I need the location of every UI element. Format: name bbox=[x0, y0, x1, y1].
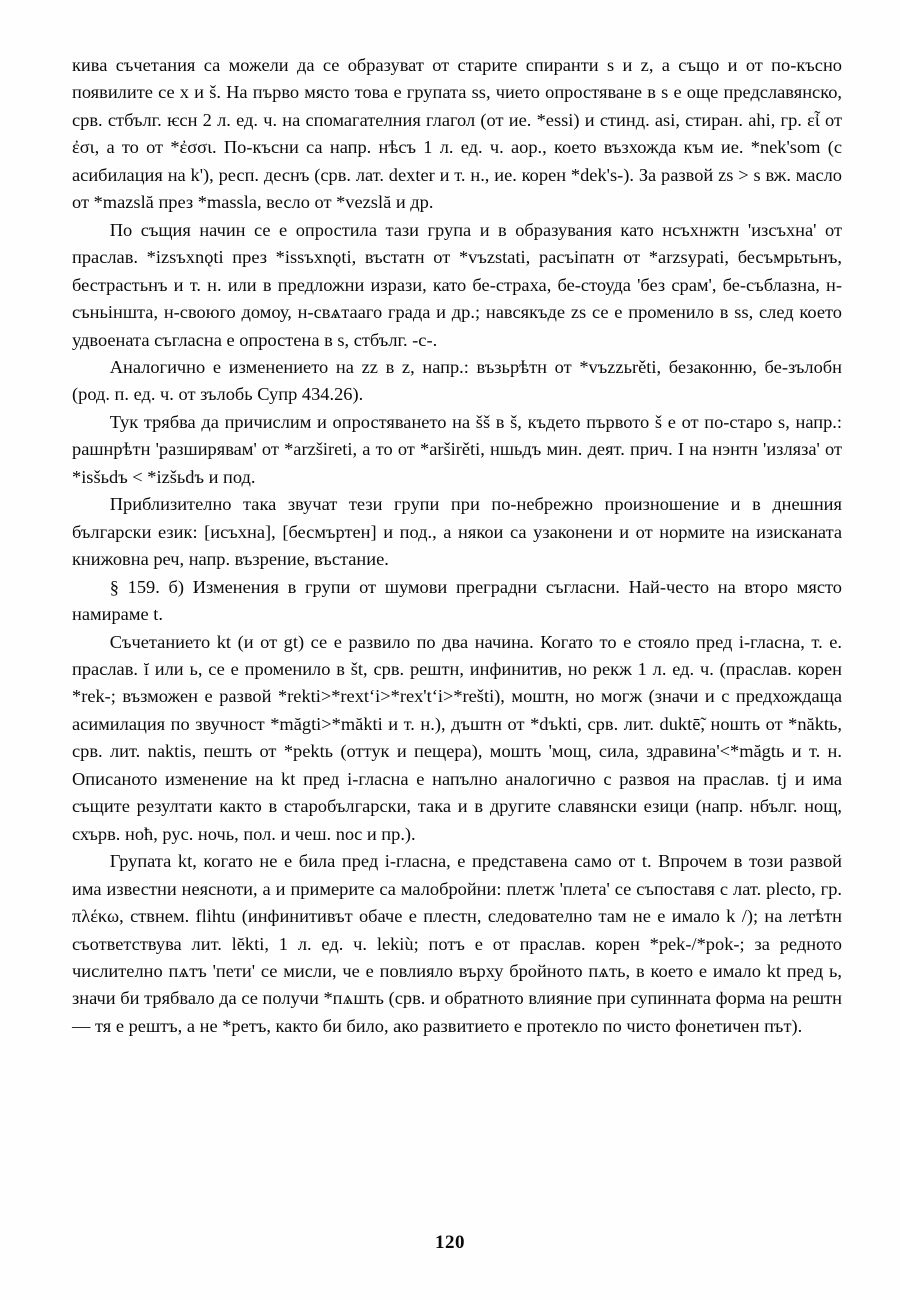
paragraph-5 bbox=[72, 491, 842, 573]
paragraph-4 bbox=[72, 409, 842, 491]
paragraph-text: § 159. б) Изменения в групи от шумови преградни съгласни. Най-често на второ място намираме t. bbox=[72, 576, 842, 625]
page-body bbox=[72, 52, 842, 1040]
paragraph-2 bbox=[72, 217, 842, 354]
page-number: 120 bbox=[435, 1232, 465, 1253]
paragraph-text: Тук трябва да причислим и опростяването на šš в š, където първото š е от по-старо s, напр.: рашнрѣтн 'разширявам' от *arzširetі, а то от *aršіrětі, ншьдъ мин. деят. прич. I на нэнтн 'изляза' от *isšьdъ < *izšьdъ и под. bbox=[72, 411, 842, 487]
paragraph-8 bbox=[72, 848, 842, 1040]
paragraph-text: Аналогично е изменението на zz в z, напр.: възьрѣтн от *vъzzьrěti, безаконню, бе-зълобн (род. п. ед. ч. от зълобь Супр 434.26). bbox=[72, 356, 842, 405]
paragraph-7 bbox=[72, 629, 842, 849]
paragraph-text: кива съчетания са можели да се образуват от старите спиранти s и z, а също и от по-късно появилите се x и š. На първо място това е групата ss, чието опростяване в s е още предславянско, срв. стбълг. ѥсн 2 л. ед. ч. на спомагателния глагол (от ие. *essi) и стинд. asi, стиран. ahi, гр. εἶ от ἐσι, а то от *ἐσσι. По-късни са напр. нѣсъ 1 л. ед. ч. аор., което възхожда към ие. *nek'som (с асибилация на k'), респ. деснъ (срв. лат. dexter и т. н., ие. корен *dek's-). За развой zs > s вж. масло от *mazslă през *massla, весло от *vezslă и др. bbox=[72, 55, 842, 213]
paragraph-6-section-159 bbox=[72, 574, 842, 629]
paragraph-1 bbox=[72, 52, 842, 217]
paragraph-text: Групата kt, когато не е била пред i-гласна, е представена само от t. Впрочем в този развой има известни неясноти, а и примерите са малобройни: плетж 'плета' се съпоставя с лат. plecto, гр. πλέκω, ствнем. flihtu (инфинитивът обаче е плестн, следователно там не е имало k /); на летѣтн съответствува лит. lĕkti, 1 л. ед. ч. lekiù; потъ е от праслав. корен *pek-/*pok-; за редното числително пѧтъ 'пети' се мисли, че е повлияло върху бройното пѧть, в което е имало kt пред ь, значи би трябвало да се получи *пѧшть (срв. и обратното влияние при супинната форма на рештн — тя е рештъ, а не *ретъ, както би било, ако развитието е протекло по чисто фонетичен път). bbox=[72, 851, 842, 1036]
paragraph-text: Приблизително така звучат тези групи при по-небрежно произношение и в днешния български език: [исъхна], [бесмъртен] и под., а някои са узаконени и от нормите на изисканата книжовна реч, напр. възрение, въстание. bbox=[72, 494, 842, 570]
paragraph-text: По същия начин се е опростила тази група и в образувания като нсъхнжтн 'изсъхна' от праслав. *izsъxnǫti през *issъxnǫti, въстатн от *vъzstati, расъіпатн от *arzsypati, бесъмрьтьнъ, бестрастьнъ и т. н. или в предложни изрази, като бе-страха, бе-стоуда 'без срам', бе-съблазна, н-съньіншта, н-своюго домоу, н-свѧтааго града и др.; навсякъде zs се е променило в ss, след което удвоената съгласна е опростена в s, стбълг. -с-. bbox=[72, 219, 842, 350]
paragraph-text: Съчетанието kt (и от gt) се е развило по два начина. Когато то е стояло пред i-гласна, т. е. праслав. ĭ или ь, се е променило в št, срв. рештн, инфинитив, но рекж 1 л. ед. ч. (праслав. корен *rek-; възможен е развой *rekti>*rextʻi>*rex'tʻi>*reštі), моштн, но могж (значи и с предхождаща асимилация по звучност *măgti>*măkti и т. н.), дъштн от *dъkti, срв. лит. duktē̃, ношть от *năktь, срв. лит. naktis, пешть от *pektь (оттук и пещера), мошть 'мощ, сила, здравина'<*măgtь и т. н. Описаното изменение на kt пред i-гласна е напълно аналогично с развоя на праслав. tj и има същите резултати както в старобългарски, така и в другите славянски езици (напр. нбълг. нощ, схърв. ноћ, рус. ночь, пол. и чеш. noc и пр.). bbox=[72, 631, 842, 844]
paragraph-3 bbox=[72, 354, 842, 409]
